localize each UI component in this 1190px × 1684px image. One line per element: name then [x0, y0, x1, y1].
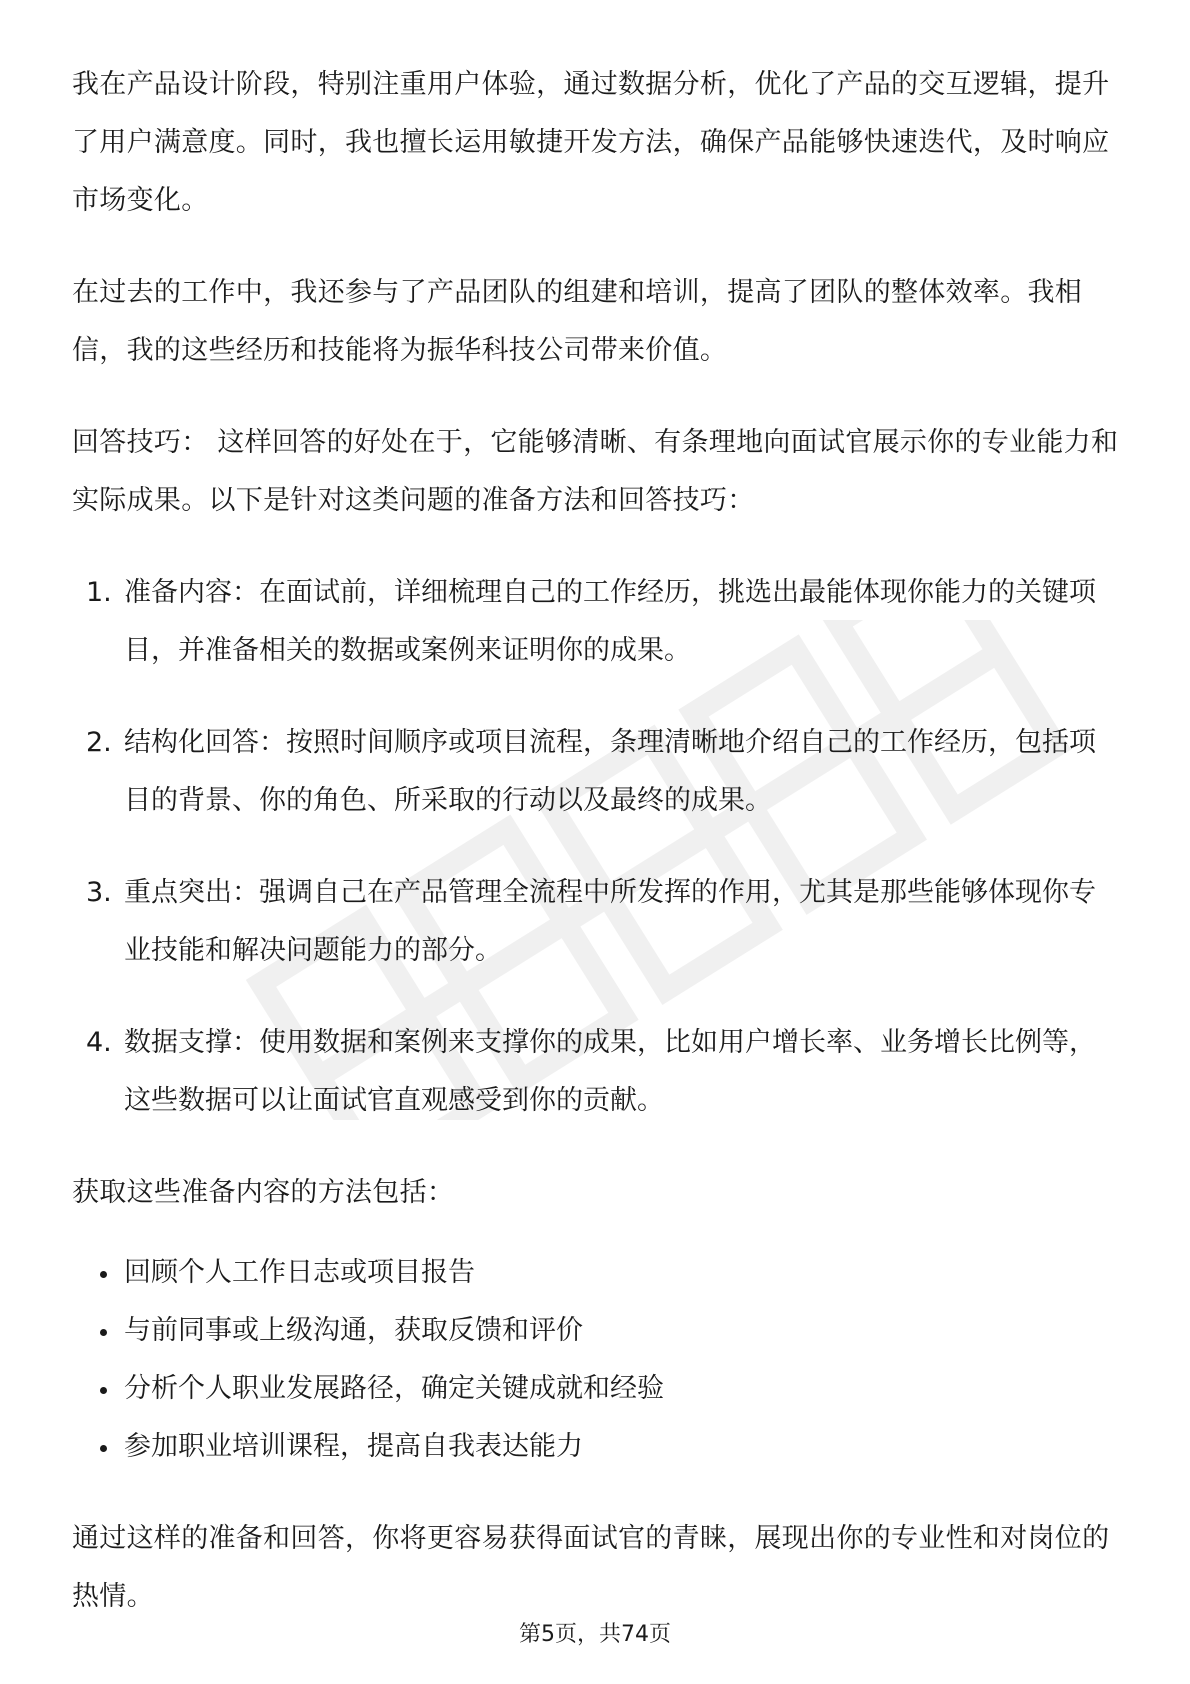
list-number: 4.	[86, 1027, 112, 1058]
list-item	[72, 864, 1122, 980]
list-item	[72, 1014, 1122, 1130]
list-item-text: 分析个人职业发展路径，确定关键成就和经验	[124, 1373, 664, 1404]
document-body	[72, 56, 1122, 1660]
list-item-text: 与前同事或上级沟通，获取反馈和评价	[124, 1315, 583, 1346]
list-item-text: 重点突出：强调自己在产品管理全流程中所发挥的作用，尤其是那些能够体现你专业技能和解决问题能力的部分。	[124, 877, 1096, 966]
paragraph-team-building: 在过去的工作中，我还参与了产品团队的组建和培训，提高了团队的整体效率。我相信，我的这些经历和技能将为振华科技公司带来价值。	[72, 277, 1083, 366]
list-item-text: 数据支撑：使用数据和案例来支撑你的成果，比如用户增长率、业务增长比例等，这些数据可以让面试官直观感受到你的贡献。	[124, 1027, 1096, 1116]
list-number: 1.	[86, 577, 112, 608]
list-number: 2.	[86, 727, 112, 758]
bullet-dot-icon	[100, 1329, 107, 1336]
list-item	[72, 1418, 1122, 1476]
bullet-dot-icon	[100, 1271, 107, 1278]
list-item	[72, 564, 1122, 680]
bullet-dot-icon	[100, 1445, 107, 1452]
list-item-text: 结构化回答：按照时间顺序或项目流程，条理清晰地介绍自己的工作经历，包括项目的背景、你的角色、所采取的行动以及最终的成果。	[124, 727, 1096, 816]
methods-bullet-list	[72, 1244, 1122, 1476]
list-item	[72, 714, 1122, 830]
paragraph-design-experience: 我在产品设计阶段，特别注重用户体验，通过数据分析，优化了产品的交互逻辑，提升了用户满意度。同时，我也擅长运用敏捷开发方法，确保产品能够快速迭代，及时响应市场变化。	[72, 69, 1110, 216]
paragraph-methods-intro: 获取这些准备内容的方法包括：	[72, 1177, 455, 1208]
list-item-text: 参加职业培训课程，提高自我表达能力	[124, 1431, 583, 1462]
tips-numbered-list	[72, 564, 1122, 1130]
list-item	[72, 1244, 1122, 1302]
list-item	[72, 1360, 1122, 1418]
paragraph-closing: 通过这样的准备和回答，你将更容易获得面试官的青睐，展现出你的专业性和对岗位的热情。	[72, 1523, 1110, 1612]
list-item	[72, 1302, 1122, 1360]
bullet-dot-icon	[100, 1387, 107, 1394]
page-footer: 第5页，共74页	[519, 1622, 671, 1647]
list-item-text: 准备内容：在面试前，详细梳理自己的工作经历，挑选出最能体现你能力的关键项目，并准备相关的数据或案例来证明你的成果。	[124, 577, 1096, 666]
list-number: 3.	[86, 877, 112, 908]
list-item-text: 回顾个人工作日志或项目报告	[124, 1257, 475, 1288]
paragraph-answer-tips: 回答技巧： 这样回答的好处在于，它能够清晰、有条理地向面试官展示你的专业能力和实际成果。以下是针对这类问题的准备方法和回答技巧：	[72, 427, 1119, 516]
